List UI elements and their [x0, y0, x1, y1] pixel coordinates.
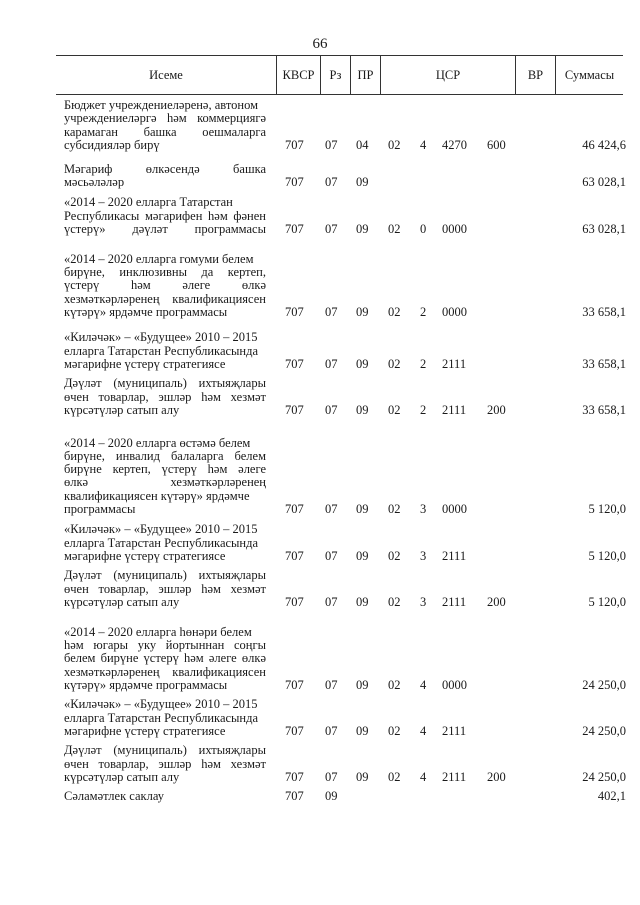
cell-pr: 09 — [356, 221, 369, 236]
cell-rz: 07 — [325, 594, 338, 609]
cell-csr2: 2 — [420, 304, 427, 319]
cell-csr3: 2111 — [442, 402, 467, 417]
cell-kvsr: 707 — [285, 356, 304, 371]
cell-csr3: 0000 — [442, 221, 467, 236]
cell-csr2: 3 — [420, 501, 427, 516]
cell-kvsr: 707 — [285, 221, 304, 236]
row-name-line: үстерү» дәүләт программасы — [64, 221, 266, 236]
row-name-line: күрсәтүләр сатып алу — [64, 594, 180, 609]
row-name-line: белем бирүне үстерү һәм әлеге өлкә — [64, 651, 266, 666]
row-name-line: «2014 – 2020 елларга һөнәри белем — [64, 624, 252, 639]
cell-csr3: 2111 — [442, 769, 467, 784]
cell-kvsr: 707 — [285, 501, 304, 516]
cell-vr: 200 — [487, 402, 506, 417]
row-name-line: күрсәтүләр сатып алу — [64, 402, 180, 417]
row-name — [64, 99, 266, 152]
row-name-line: хезмәткәрләренең квалификациясен — [64, 664, 266, 679]
cell-csr3: 2111 — [442, 594, 467, 609]
cell-sum: 402,1 — [597, 788, 626, 803]
table-row — [0, 521, 640, 563]
cell-csr3: 2111 — [442, 548, 467, 563]
cell-rz: 07 — [325, 548, 338, 563]
row-name-line: мәгарифне үстерү стратегиясе — [64, 723, 226, 738]
cell-csr1: 02 — [388, 137, 401, 152]
row-name — [64, 437, 266, 516]
cell-kvsr: 707 — [285, 402, 304, 417]
row-name-line: Дәүләт (муниципаль) ихтыяҗлары — [64, 743, 266, 758]
table-header — [56, 55, 623, 95]
row-name — [64, 744, 266, 784]
cell-rz: 07 — [325, 677, 338, 692]
cell-kvsr: 707 — [285, 548, 304, 563]
row-name — [64, 523, 266, 563]
cell-sum: 24 250,0 — [582, 677, 626, 692]
cell-csr1: 02 — [388, 356, 401, 371]
row-name-line: өчен товарлар, эшләр һәм хезмәт — [64, 581, 266, 596]
column-header-pr: ПР — [350, 56, 380, 94]
row-name — [64, 698, 266, 738]
cell-sum: 5 120,0 — [588, 548, 626, 563]
column-header-kvsr: КВСР — [276, 56, 320, 94]
row-name — [64, 626, 266, 692]
cell-vr: 200 — [487, 594, 506, 609]
column-header-name: Исеме — [149, 67, 183, 82]
row-name-line: өчен товарлар, эшләр һәм хезмәт — [64, 756, 266, 771]
table-row — [0, 323, 640, 371]
row-name-line: учреждениеләргә һәм коммерциягә — [64, 111, 266, 126]
cell-csr1: 02 — [388, 402, 401, 417]
column-header-sum: Суммасы — [555, 56, 623, 94]
cell-rz: 07 — [325, 174, 338, 189]
cell-sum: 5 120,0 — [588, 594, 626, 609]
cell-pr: 09 — [356, 356, 369, 371]
cell-rz: 07 — [325, 221, 338, 236]
cell-pr: 09 — [356, 594, 369, 609]
cell-kvsr: 707 — [285, 594, 304, 609]
row-name-line: үстерү һәм әлеге өлкә — [64, 278, 266, 293]
cell-rz: 07 — [325, 501, 338, 516]
cell-csr1: 02 — [388, 304, 401, 319]
cell-rz: 07 — [325, 769, 338, 784]
cell-pr: 04 — [356, 137, 369, 152]
row-name-line: күтәрү» ярдәмче программасы — [64, 304, 228, 319]
table-row — [0, 612, 640, 692]
row-name-line: «2014 – 2020 елларга гомуми белем — [64, 251, 254, 266]
cell-csr2: 4 — [420, 723, 427, 738]
row-name-line: Дәүләт (муниципаль) ихтыяҗлары — [64, 568, 266, 583]
row-name-line: Бюджет учреждениеләренә, автоном — [64, 98, 259, 113]
row-name-line: «Киләчәк» – «Будущее» 2010 – 2015 — [64, 330, 258, 345]
cell-kvsr: 707 — [285, 723, 304, 738]
cell-kvsr: 707 — [285, 137, 304, 152]
row-name-line: бирүне, инвалид балаларга белем — [64, 448, 266, 463]
table-row — [0, 567, 640, 609]
cell-pr: 09 — [356, 304, 369, 319]
row-name-line: карамаган башка оешмаларга — [64, 124, 266, 139]
cell-rz: 07 — [325, 723, 338, 738]
cell-sum: 63 028,1 — [582, 221, 626, 236]
cell-kvsr: 707 — [285, 304, 304, 319]
row-name-line: өчен товарлар, эшләр һәм хезмәт — [64, 389, 266, 404]
row-name-line: һәм югары уку йортыннан соңгы — [64, 638, 266, 653]
cell-csr2: 0 — [420, 221, 427, 236]
cell-csr3: 0000 — [442, 677, 467, 692]
table-row — [0, 239, 640, 319]
cell-kvsr: 707 — [285, 174, 304, 189]
cell-csr2: 4 — [420, 677, 427, 692]
row-name — [64, 377, 266, 417]
cell-csr2: 3 — [420, 548, 427, 563]
row-name-line: Дәүләт (муниципаль) ихтыяҗлары — [64, 376, 266, 391]
cell-csr3: 2111 — [442, 356, 467, 371]
cell-pr: 09 — [356, 174, 369, 189]
row-name — [64, 253, 266, 319]
cell-vr: 200 — [487, 769, 506, 784]
row-name-line: субсидияләр бирү — [64, 137, 160, 152]
row-name-line: Сәламәтлек саклау — [64, 788, 164, 803]
table-row — [0, 96, 640, 152]
cell-csr2: 4 — [420, 137, 427, 152]
table-row — [0, 787, 640, 803]
cell-csr3: 2111 — [442, 723, 467, 738]
cell-rz: 07 — [325, 304, 338, 319]
table-row — [0, 375, 640, 417]
row-name — [64, 196, 266, 236]
cell-sum: 33 658,1 — [582, 402, 626, 417]
row-name-line: мәгарифне үстерү стратегиясе — [64, 548, 226, 563]
column-header-vr: ВР — [515, 56, 555, 94]
cell-sum: 5 120,0 — [588, 501, 626, 516]
cell-rz: 09 — [325, 788, 338, 803]
row-name — [64, 163, 266, 189]
cell-sum: 33 658,1 — [582, 356, 626, 371]
row-name-line: квалификациясен күтәрү» ярдәмче — [64, 488, 250, 503]
cell-kvsr: 707 — [285, 788, 304, 803]
column-header-rz: Рз — [320, 56, 350, 94]
cell-csr3: 0000 — [442, 501, 467, 516]
cell-rz: 07 — [325, 402, 338, 417]
row-name-line: бирүне, инклюзивны да кертеп, — [64, 265, 266, 280]
row-name-line: «2014 – 2020 елларга өстәмә белем — [64, 435, 251, 450]
row-name-line: күрсәтүләр сатып алу — [64, 769, 180, 784]
cell-pr: 09 — [356, 723, 369, 738]
table-row — [0, 420, 640, 516]
row-name-line: күтәрү» ярдәмче программасы — [64, 677, 228, 692]
cell-pr: 09 — [356, 677, 369, 692]
cell-csr1: 02 — [388, 594, 401, 609]
column-header-csr: ЦСР — [380, 56, 515, 94]
cell-csr1: 02 — [388, 548, 401, 563]
cell-rz: 07 — [325, 137, 338, 152]
row-name-line: «Киләчәк» – «Будущее» 2010 – 2015 — [64, 522, 258, 537]
row-name-line: өлкә хезмәткәрләренең — [64, 475, 266, 490]
row-name-line: хезмәткәрләренең квалификациясен — [64, 291, 266, 306]
cell-sum: 24 250,0 — [582, 769, 626, 784]
cell-rz: 07 — [325, 356, 338, 371]
row-name-line: елларга Татарстан Республикасында — [64, 710, 259, 725]
cell-kvsr: 707 — [285, 769, 304, 784]
row-name — [64, 790, 266, 803]
cell-pr: 09 — [356, 501, 369, 516]
row-name-line: Республикасы мәгарифен һәм фәнен — [64, 208, 266, 223]
cell-csr3: 0000 — [442, 304, 467, 319]
row-name-line: мәгарифне үстерү стратегиясе — [64, 356, 226, 371]
cell-vr: 600 — [487, 137, 506, 152]
cell-csr2: 2 — [420, 402, 427, 417]
row-name — [64, 569, 266, 609]
cell-csr1: 02 — [388, 769, 401, 784]
table-row — [0, 742, 640, 784]
row-name-line: елларга Татарстан Республикасында — [64, 535, 259, 550]
cell-csr2: 2 — [420, 356, 427, 371]
cell-csr1: 02 — [388, 677, 401, 692]
cell-csr3: 4270 — [442, 137, 467, 152]
row-name-line: елларга Татарстан Республикасында — [64, 343, 259, 358]
cell-csr1: 02 — [388, 221, 401, 236]
table-row — [0, 194, 640, 236]
cell-sum: 63 028,1 — [582, 174, 626, 189]
cell-pr: 09 — [356, 548, 369, 563]
table-row — [0, 696, 640, 738]
cell-kvsr: 707 — [285, 677, 304, 692]
row-name-line: бирүне кертеп, үстерү һәм әлеге — [64, 462, 266, 477]
row-name-line: «Киләчәк» – «Будущее» 2010 – 2015 — [64, 697, 258, 712]
row-name-line: Мәгариф өлкәсендә башка — [64, 161, 266, 176]
row-name-line: «2014 – 2020 елларга Татарстан — [64, 195, 233, 210]
row-name-line: программасы — [64, 501, 136, 516]
cell-csr2: 3 — [420, 594, 427, 609]
cell-sum: 33 658,1 — [582, 304, 626, 319]
cell-sum: 24 250,0 — [582, 723, 626, 738]
cell-csr1: 02 — [388, 723, 401, 738]
table-row — [0, 156, 640, 189]
page-number: 66 — [312, 36, 328, 52]
cell-pr: 09 — [356, 402, 369, 417]
cell-sum: 46 424,6 — [582, 137, 626, 152]
cell-pr: 09 — [356, 769, 369, 784]
cell-csr2: 4 — [420, 769, 427, 784]
cell-csr1: 02 — [388, 501, 401, 516]
row-name — [64, 331, 266, 371]
row-name-line: мәсьәләләр — [64, 174, 125, 189]
